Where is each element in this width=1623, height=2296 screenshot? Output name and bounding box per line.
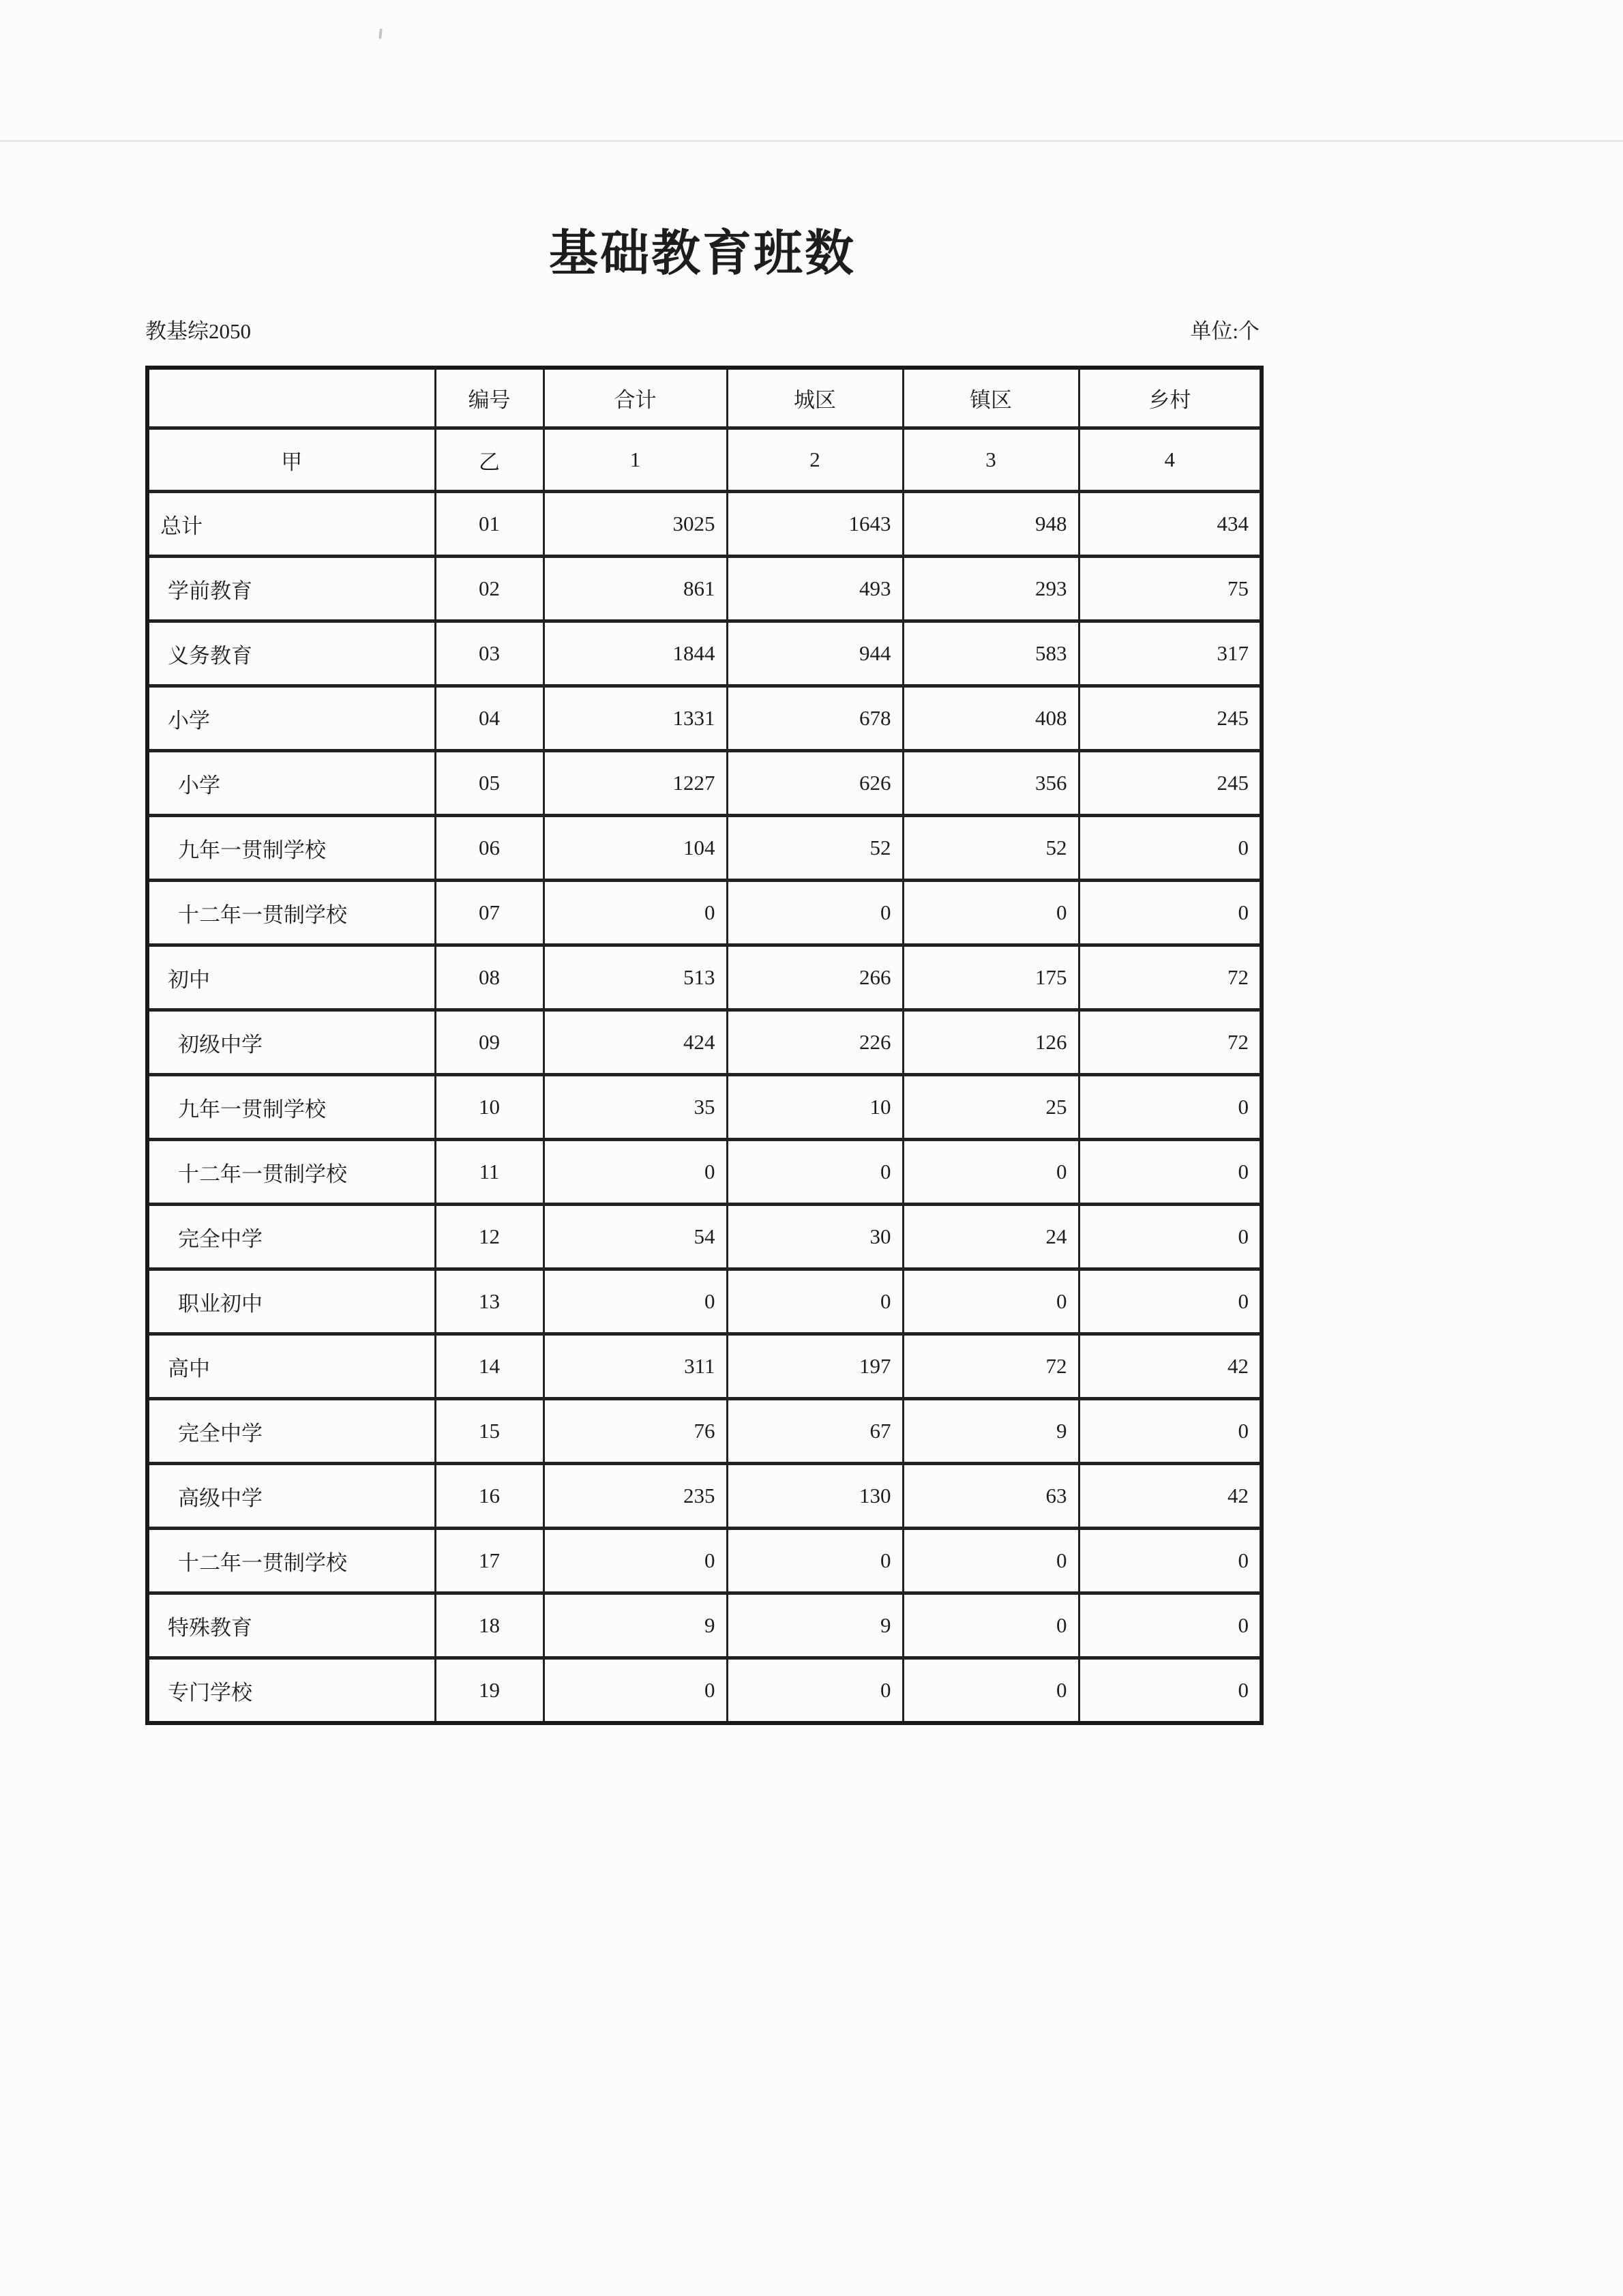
row-label: 专门学校 [147,1658,435,1724]
value-rural: 75 [1079,557,1262,621]
value-urban: 130 [727,1464,903,1529]
row-label: 特殊教育 [147,1593,435,1658]
row-code: 19 [435,1658,544,1724]
value-rural: 0 [1079,881,1262,945]
value-town: 948 [903,492,1079,557]
value-town: 24 [903,1205,1079,1269]
table-row [147,751,1262,816]
table-row [147,1075,1262,1140]
row-code: 04 [435,686,544,751]
row-code: 01 [435,492,544,557]
col-header-code: 编号 [435,368,544,428]
row-label: 初中 [147,945,435,1010]
value-urban: 197 [727,1334,903,1399]
row-code: 10 [435,1075,544,1140]
value-town: 72 [903,1334,1079,1399]
value-urban: 1643 [727,492,903,557]
value-town: 0 [903,1593,1079,1658]
value-urban: 678 [727,686,903,751]
value-total: 9 [544,1593,727,1658]
meta-row [145,318,1260,345]
col-header-rural: 乡村 [1079,368,1262,428]
row-code: 11 [435,1140,544,1205]
value-urban: 0 [727,1658,903,1724]
row-label: 十二年一贯制学校 [147,881,435,945]
value-town: 293 [903,557,1079,621]
col-index-4: 4 [1079,428,1262,492]
page-title: 基础教育班数 [548,226,856,281]
table-row [147,1529,1262,1593]
value-urban: 0 [727,1140,903,1205]
value-rural: 0 [1079,1269,1262,1334]
value-urban: 493 [727,557,903,621]
value-town: 25 [903,1075,1079,1140]
value-rural: 0 [1079,816,1262,881]
value-urban: 944 [727,621,903,686]
value-rural: 0 [1079,1658,1262,1724]
col-header-total: 合计 [544,368,727,428]
row-code: 08 [435,945,544,1010]
value-rural: 245 [1079,686,1262,751]
value-total: 76 [544,1399,727,1464]
row-label: 小学 [147,686,435,751]
row-label: 十二年一贯制学校 [147,1529,435,1593]
row-code: 14 [435,1334,544,1399]
value-total: 104 [544,816,727,881]
value-rural: 0 [1079,1529,1262,1593]
table-row [147,557,1262,621]
row-code: 18 [435,1593,544,1658]
col-index-1: 1 [544,428,727,492]
value-rural: 42 [1079,1334,1262,1399]
value-total: 0 [544,1140,727,1205]
form-code: 教基综2050 [145,319,251,343]
value-total: 861 [544,557,727,621]
value-town: 356 [903,751,1079,816]
table-row [147,621,1262,686]
value-urban: 0 [727,1529,903,1593]
row-code: 13 [435,1269,544,1334]
scan-streak-artifact [0,140,1623,142]
value-town: 0 [903,1269,1079,1334]
column-header-row [147,368,1262,428]
col-index-2: 2 [727,428,903,492]
row-code: 05 [435,751,544,816]
row-label: 初级中学 [147,1010,435,1075]
column-index-row [147,428,1262,492]
value-town: 63 [903,1464,1079,1529]
value-rural: 0 [1079,1205,1262,1269]
value-total: 311 [544,1334,727,1399]
table-row [147,1399,1262,1464]
value-rural: 0 [1079,1140,1262,1205]
unit-label: 单位:个 [1190,319,1260,343]
row-label: 小学 [147,751,435,816]
value-total: 513 [544,945,727,1010]
row-label: 九年一贯制学校 [147,816,435,881]
value-rural: 317 [1079,621,1262,686]
value-town: 52 [903,816,1079,881]
value-town: 408 [903,686,1079,751]
row-code: 16 [435,1464,544,1529]
row-label: 完全中学 [147,1205,435,1269]
row-label: 义务教育 [147,621,435,686]
row-label: 高中 [147,1334,435,1399]
value-total: 1331 [544,686,727,751]
value-total: 0 [544,1658,727,1724]
value-urban: 67 [727,1399,903,1464]
value-total: 424 [544,1010,727,1075]
table-row [147,492,1262,557]
value-rural: 0 [1079,1399,1262,1464]
value-urban: 0 [727,1269,903,1334]
table-row [147,1464,1262,1529]
col-header-urban: 城区 [727,368,903,428]
scan-speck-artifact [378,29,383,39]
value-total: 0 [544,1529,727,1593]
table-row [147,945,1262,1010]
col-header-stub [147,368,435,428]
col-index-yi: 乙 [435,428,544,492]
value-urban: 266 [727,945,903,1010]
value-town: 0 [903,1529,1079,1593]
table-row [147,1593,1262,1658]
row-label: 学前教育 [147,557,435,621]
value-total: 54 [544,1205,727,1269]
value-total: 1844 [544,621,727,686]
row-label: 职业初中 [147,1269,435,1334]
row-label: 十二年一贯制学校 [147,1140,435,1205]
row-code: 02 [435,557,544,621]
value-urban: 10 [727,1075,903,1140]
value-rural: 434 [1079,492,1262,557]
row-code: 17 [435,1529,544,1593]
value-rural: 72 [1079,945,1262,1010]
table-row [147,686,1262,751]
value-rural: 72 [1079,1010,1262,1075]
row-code: 12 [435,1205,544,1269]
col-header-town: 镇区 [903,368,1079,428]
value-urban: 9 [727,1593,903,1658]
value-rural: 0 [1079,1593,1262,1658]
value-town: 126 [903,1010,1079,1075]
table-row [147,1205,1262,1269]
value-town: 9 [903,1399,1079,1464]
value-total: 0 [544,881,727,945]
value-urban: 30 [727,1205,903,1269]
value-town: 175 [903,945,1079,1010]
table-row [147,881,1262,945]
table-row [147,816,1262,881]
row-code: 07 [435,881,544,945]
row-code: 09 [435,1010,544,1075]
value-town: 583 [903,621,1079,686]
value-urban: 626 [727,751,903,816]
row-label: 完全中学 [147,1399,435,1464]
value-total: 235 [544,1464,727,1529]
value-urban: 52 [727,816,903,881]
value-town: 0 [903,1658,1079,1724]
value-town: 0 [903,1140,1079,1205]
row-label: 高级中学 [147,1464,435,1529]
row-code: 03 [435,621,544,686]
value-total: 1227 [544,751,727,816]
value-urban: 226 [727,1010,903,1075]
table-row [147,1658,1262,1724]
table-row [147,1334,1262,1399]
statistics-table [145,366,1264,1725]
value-rural: 0 [1079,1075,1262,1140]
table-row [147,1010,1262,1075]
value-town: 0 [903,881,1079,945]
value-urban: 0 [727,881,903,945]
value-total: 35 [544,1075,727,1140]
table-row [147,1269,1262,1334]
row-label: 总计 [147,492,435,557]
col-index-3: 3 [903,428,1079,492]
col-index-jia: 甲 [147,428,435,492]
value-total: 0 [544,1269,727,1334]
value-rural: 245 [1079,751,1262,816]
row-label: 九年一贯制学校 [147,1075,435,1140]
row-code: 15 [435,1399,544,1464]
table-row [147,1140,1262,1205]
value-rural: 42 [1079,1464,1262,1529]
value-total: 3025 [544,492,727,557]
row-code: 06 [435,816,544,881]
